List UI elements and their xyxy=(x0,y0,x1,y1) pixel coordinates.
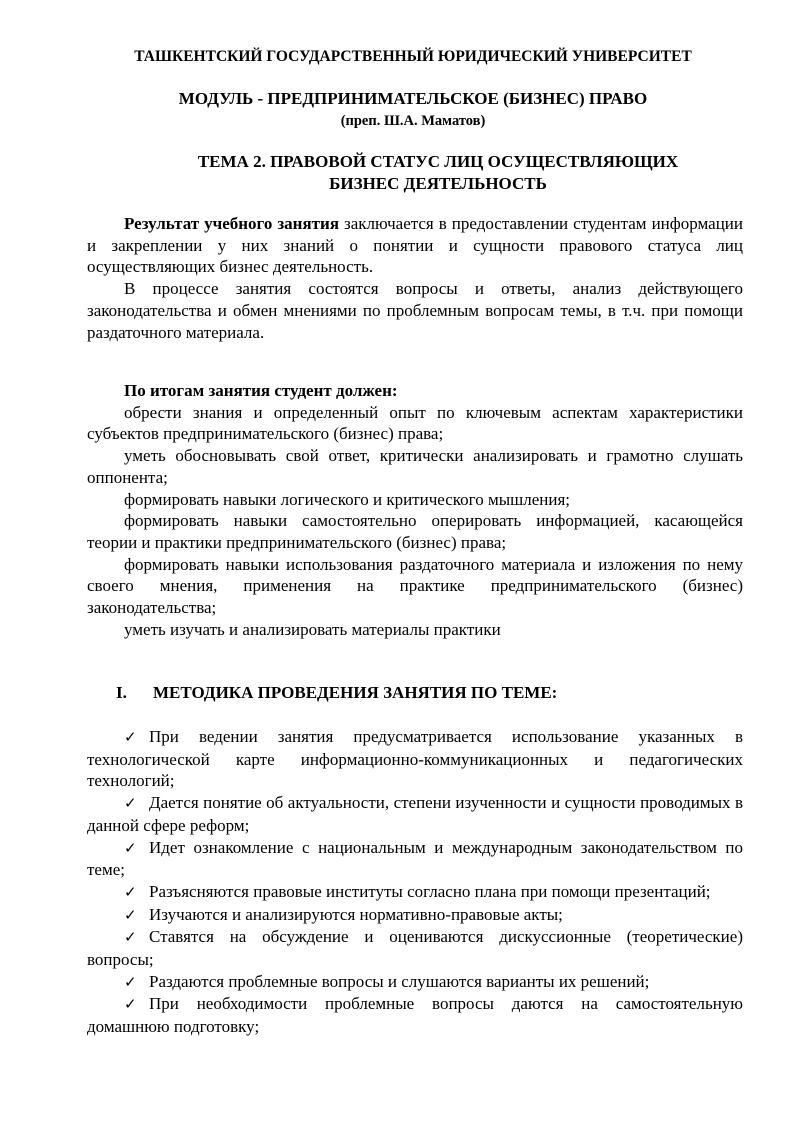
outcome-item: уметь обосновывать свой ответ, критически анализировать и грамотно слушать оппонента; xyxy=(87,446,743,487)
checkmark-icon: ✓ xyxy=(124,995,137,1014)
methodology-item-text: Раздаются проблемные вопросы и слушаются варианты их решений; xyxy=(149,971,650,991)
checkmark-icon: ✓ xyxy=(124,728,137,746)
methodology-item-text: Разъясняются правовые институты согласно плана при помощи презентаций; xyxy=(149,881,711,901)
methodology-item xyxy=(87,792,743,836)
outcomes-heading: По итогам занятия студент должен: xyxy=(124,381,398,400)
intro-paragraph-1 xyxy=(87,213,743,278)
outcome-item: формировать навыки использования раздаточного материала и изложения по нему своего мнения, применения на практике предпринимательского (бизнес) законодательства; xyxy=(87,554,743,618)
methodology-item xyxy=(87,971,743,994)
outcome-item: уметь изучать и анализировать материалы практики xyxy=(124,619,501,639)
checkmark-icon: ✓ xyxy=(124,882,137,901)
university-title: ТАШКЕНТСКИЙ ГОСУДАРСТВЕННЫЙ ЮРИДИЧЕСКИЙ УНИВЕРСИТЕТ xyxy=(134,48,692,65)
methodology-item-text: При ведении занятия предусматривается использование указанных в технологической карте информационно-коммуникационных и педагогических технологий; xyxy=(87,727,743,791)
outcome-item: обрести знания и определенный опыт по ключевым аспектам характеристики субъектов предпринимательского (бизнес) права; xyxy=(87,402,743,444)
methodology-item xyxy=(87,993,743,1037)
checkmark-icon: ✓ xyxy=(124,972,137,991)
methodology-item xyxy=(87,881,743,904)
checkmark-icon: ✓ xyxy=(124,928,137,947)
theme-title xyxy=(0,151,800,195)
section-heading xyxy=(116,682,756,704)
intro-result-label: Результат учебного занятия xyxy=(124,214,340,233)
methodology-item-text: Ставятся на обсуждение и оцениваются дискуссионные (теоретические) вопросы; xyxy=(87,927,743,970)
methodology-item xyxy=(87,837,743,881)
methodology-item xyxy=(87,904,743,927)
methodology-item xyxy=(87,926,743,970)
intro-section xyxy=(87,213,743,343)
methodology-item xyxy=(87,726,743,792)
checkmark-icon: ✓ xyxy=(124,838,137,857)
outcome-item: формировать навыки логического и критического мышления; xyxy=(124,489,570,509)
teacher-name: (преп. Ш.А. Маматов) xyxy=(340,113,486,129)
intro-paragraph-2: В процессе занятия состоятся вопросы и ответы, анализ действующего законодательства и обмен мнениями по проблемным вопросам темы, в т.ч. при помощи раздаточного материала. xyxy=(87,279,743,342)
section-number: I. xyxy=(116,683,127,702)
intro-result-text: заключается в предоставлении студентам информации и закреплении у них знаний о понятии и сущности правового статуса лиц осуществляющих бизнес деятельность. xyxy=(87,214,744,277)
outcomes-section xyxy=(87,380,743,640)
theme-title-line1: ТЕМА 2. ПРАВОВОЙ СТАТУС ЛИЦ ОСУЩЕСТВЛЯЮЩИХ xyxy=(197,152,679,171)
module-title: МОДУЛЬ - ПРЕДПРИНИМАТЕЛЬСКОЕ (БИЗНЕС) ПРАВО xyxy=(178,89,648,108)
checkmark-icon: ✓ xyxy=(124,905,137,924)
methodology-item-text: Дается понятие об актуальности, степени изученности и сущности проводимых в данной сфере реформ; xyxy=(87,793,743,835)
checkmark-icon: ✓ xyxy=(124,794,137,813)
theme-title-line2: БИЗНЕС ДЕЯТЕЛЬНОСТЬ xyxy=(329,174,547,193)
outcome-item: формировать навыки самостоятельно оперировать информацией, касающейся теории и практики предпринимательского (бизнес) права; xyxy=(87,511,743,552)
methodology-item-text: При необходимости проблемные вопросы даются на самостоятельную домашнюю подготовку; xyxy=(87,994,743,1037)
section-title: МЕТОДИКА ПРОВЕДЕНИЯ ЗАНЯТИЯ ПО ТЕМЕ: xyxy=(153,683,558,702)
methodology-item-text: Изучаются и анализируются нормативно-правовые акты; xyxy=(149,904,563,924)
methodology-list xyxy=(87,726,743,1038)
methodology-item-text: Идет ознакомление с национальным и международным законодательством по теме; xyxy=(87,837,743,880)
